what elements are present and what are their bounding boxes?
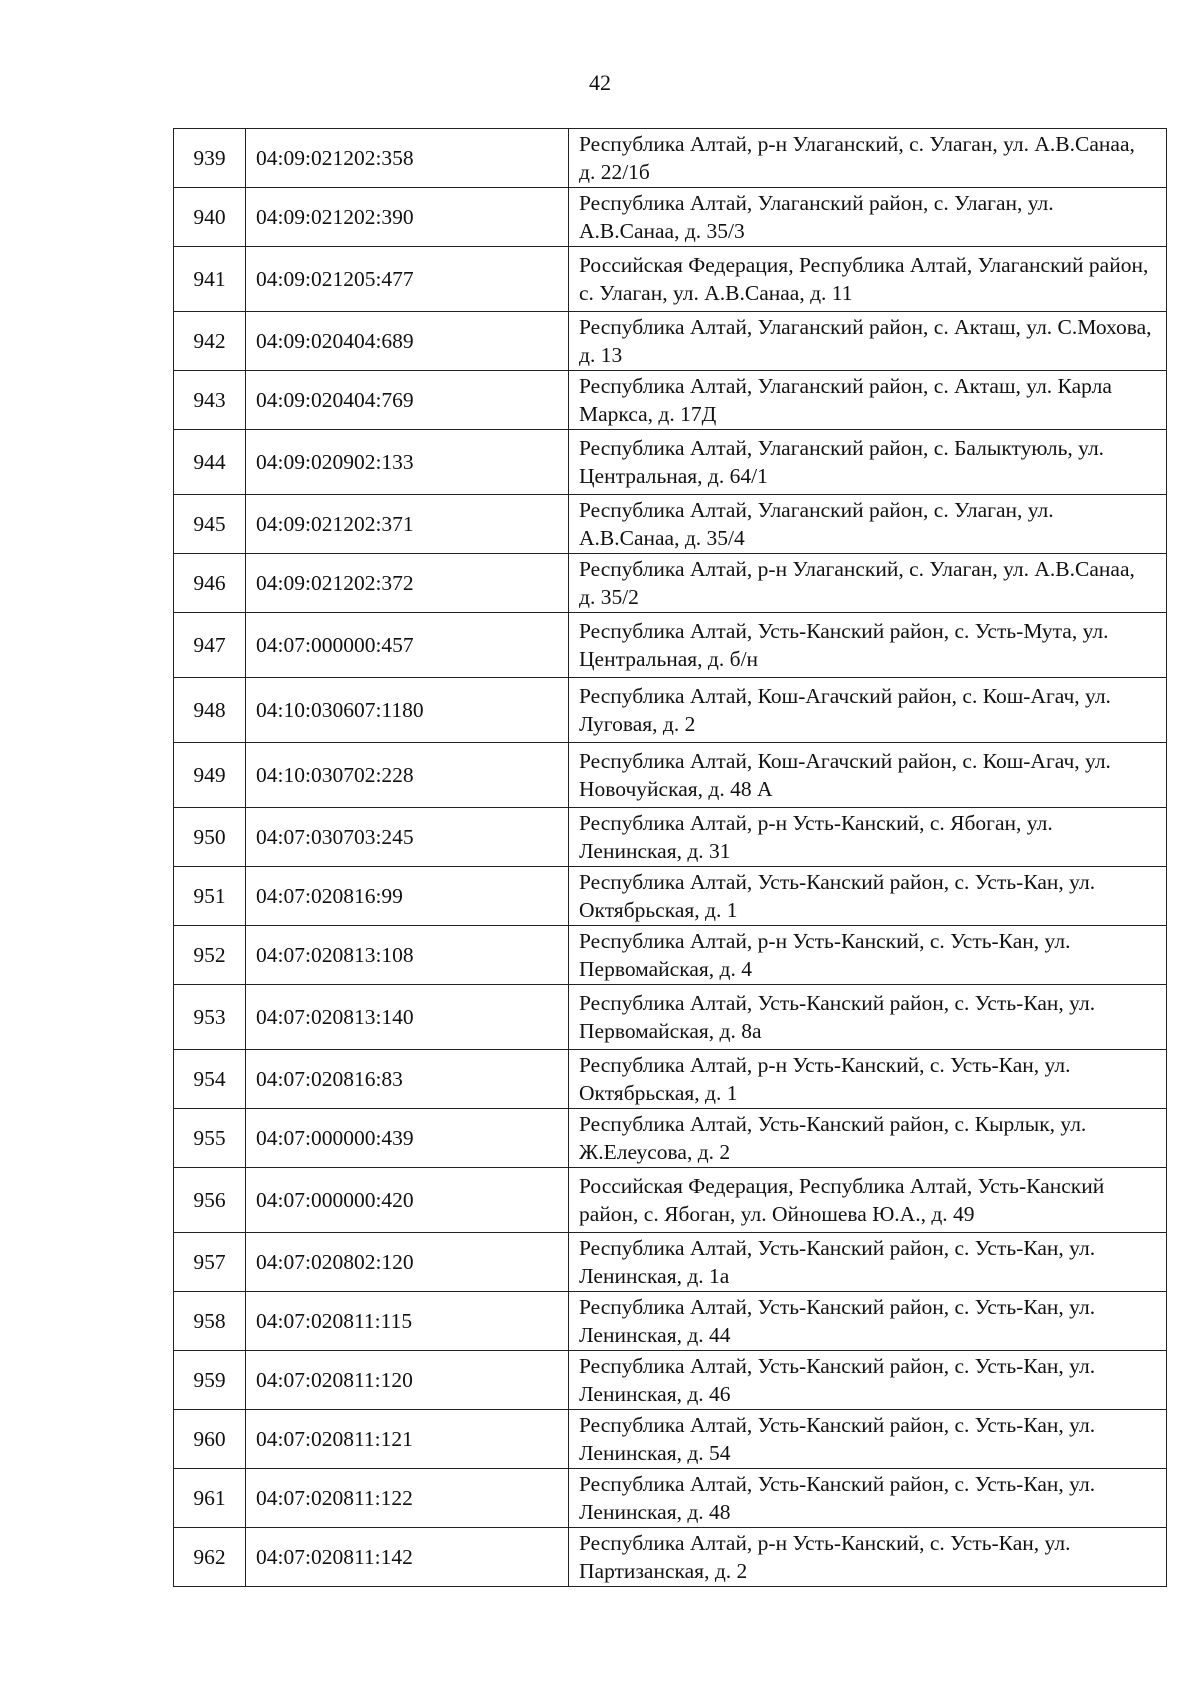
address-cell: Республика Алтай, Улаганский район, с. Акташ, ул. Карла Маркса, д. 17Д xyxy=(569,371,1167,430)
address-cell: Республика Алтай, Усть-Канский район, с. Усть-Кан, ул. Первомайская, д. 8а xyxy=(569,985,1167,1050)
row-number-cell: 958 xyxy=(174,1292,246,1351)
address-cell: Республика Алтай, р-н Усть-Канский, с. Усть-Кан, ул. Первомайская, д. 4 xyxy=(569,926,1167,985)
cadastral-number-cell: 04:07:020811:122 xyxy=(246,1469,569,1528)
table-row xyxy=(174,1292,1167,1351)
cadastral-number-cell: 04:07:020816:83 xyxy=(246,1050,569,1109)
row-number-cell: 939 xyxy=(174,129,246,188)
table-row xyxy=(174,678,1167,743)
cadastral-number-cell: 04:07:020811:115 xyxy=(246,1292,569,1351)
table-row xyxy=(174,188,1167,247)
row-number-cell: 940 xyxy=(174,188,246,247)
cadastral-number-cell: 04:07:020811:121 xyxy=(246,1410,569,1469)
table-row xyxy=(174,1050,1167,1109)
registry-table xyxy=(173,128,1167,1587)
cadastral-number-cell: 04:09:021202:390 xyxy=(246,188,569,247)
row-number-cell: 943 xyxy=(174,371,246,430)
address-cell: Республика Алтай, Улаганский район, с. Улаган, ул. А.В.Санаа, д. 35/3 xyxy=(569,188,1167,247)
row-number-cell: 960 xyxy=(174,1410,246,1469)
row-number-cell: 955 xyxy=(174,1109,246,1168)
address-cell: Республика Алтай, Улаганский район, с. Улаган, ул. А.В.Санаа, д. 35/4 xyxy=(569,495,1167,554)
table-row xyxy=(174,430,1167,495)
address-cell: Республика Алтай, Улаганский район, с. Акташ, ул. С.Мохова, д. 13 xyxy=(569,312,1167,371)
address-cell: Республика Алтай, Кош-Агачский район, с. Кош-Агач, ул. Новочуйская, д. 48 А xyxy=(569,743,1167,808)
cadastral-number-cell: 04:07:020816:99 xyxy=(246,867,569,926)
registry-table-body xyxy=(174,129,1167,1587)
row-number-cell: 962 xyxy=(174,1528,246,1587)
cadastral-number-cell: 04:07:000000:420 xyxy=(246,1168,569,1233)
address-cell: Республика Алтай, Усть-Канский район, с. Усть-Кан, ул. Ленинская, д. 1а xyxy=(569,1233,1167,1292)
address-cell: Республика Алтай, Усть-Канский район, с. Усть-Кан, ул. Ленинская, д. 46 xyxy=(569,1351,1167,1410)
row-number-cell: 953 xyxy=(174,985,246,1050)
cadastral-number-cell: 04:09:021202:372 xyxy=(246,554,569,613)
row-number-cell: 945 xyxy=(174,495,246,554)
table-row xyxy=(174,926,1167,985)
cadastral-number-cell: 04:07:000000:457 xyxy=(246,613,569,678)
row-number-cell: 944 xyxy=(174,430,246,495)
address-cell: Российская Федерация, Республика Алтай, Усть-Канский район, с. Ябоган, ул. Ойношева Ю.А., д. 49 xyxy=(569,1168,1167,1233)
cadastral-number-cell: 04:10:030607:1180 xyxy=(246,678,569,743)
cadastral-number-cell: 04:10:030702:228 xyxy=(246,743,569,808)
row-number-cell: 959 xyxy=(174,1351,246,1410)
address-cell: Республика Алтай, р-н Усть-Канский, с. Ябоган, ул. Ленинская, д. 31 xyxy=(569,808,1167,867)
row-number-cell: 946 xyxy=(174,554,246,613)
address-cell: Республика Алтай, Усть-Канский район, с. Усть-Мута, ул. Центральная, д. б/н xyxy=(569,613,1167,678)
address-cell: Республика Алтай, Усть-Канский район, с. Кырлык, ул. Ж.Елеусова, д. 2 xyxy=(569,1109,1167,1168)
cadastral-number-cell: 04:09:020404:689 xyxy=(246,312,569,371)
row-number-cell: 957 xyxy=(174,1233,246,1292)
cadastral-number-cell: 04:07:000000:439 xyxy=(246,1109,569,1168)
cadastral-number-cell: 04:07:020811:120 xyxy=(246,1351,569,1410)
cadastral-number-cell: 04:09:020404:769 xyxy=(246,371,569,430)
cadastral-number-cell: 04:07:020802:120 xyxy=(246,1233,569,1292)
cadastral-number-cell: 04:07:020813:108 xyxy=(246,926,569,985)
table-row xyxy=(174,312,1167,371)
address-cell: Республика Алтай, Усть-Канский район, с. Усть-Кан, ул. Ленинская, д. 44 xyxy=(569,1292,1167,1351)
row-number-cell: 961 xyxy=(174,1469,246,1528)
address-cell: Республика Алтай, Кош-Агачский район, с. Кош-Агач, ул. Луговая, д. 2 xyxy=(569,678,1167,743)
address-cell: Республика Алтай, Улаганский район, с. Балыктуюль, ул. Центральная, д. 64/1 xyxy=(569,430,1167,495)
cadastral-number-cell: 04:07:020813:140 xyxy=(246,985,569,1050)
address-cell: Республика Алтай, р-н Улаганский, с. Улаган, ул. А.В.Санаа, д. 35/2 xyxy=(569,554,1167,613)
address-cell: Республика Алтай, Усть-Канский район, с. Усть-Кан, ул. Ленинская, д. 48 xyxy=(569,1469,1167,1528)
row-number-cell: 956 xyxy=(174,1168,246,1233)
table-row xyxy=(174,247,1167,312)
table-row xyxy=(174,867,1167,926)
address-cell: Республика Алтай, р-н Улаганский, с. Улаган, ул. А.В.Санаа, д. 22/1б xyxy=(569,129,1167,188)
row-number-cell: 951 xyxy=(174,867,246,926)
table-row xyxy=(174,554,1167,613)
page-number: 42 xyxy=(589,70,611,95)
cadastral-number-cell: 04:09:020902:133 xyxy=(246,430,569,495)
table-row xyxy=(174,1233,1167,1292)
table-row xyxy=(174,1469,1167,1528)
table-row xyxy=(174,1351,1167,1410)
address-cell: Республика Алтай, Усть-Канский район, с. Усть-Кан, ул. Октябрьская, д. 1 xyxy=(569,867,1167,926)
table-row xyxy=(174,1168,1167,1233)
table-row xyxy=(174,1528,1167,1587)
row-number-cell: 952 xyxy=(174,926,246,985)
table-row xyxy=(174,1410,1167,1469)
cadastral-number-cell: 04:09:021202:371 xyxy=(246,495,569,554)
table-row xyxy=(174,129,1167,188)
row-number-cell: 942 xyxy=(174,312,246,371)
address-cell: Республика Алтай, р-н Усть-Канский, с. Усть-Кан, ул. Партизанская, д. 2 xyxy=(569,1528,1167,1587)
table-row xyxy=(174,613,1167,678)
row-number-cell: 949 xyxy=(174,743,246,808)
table-row xyxy=(174,985,1167,1050)
cadastral-number-cell: 04:07:030703:245 xyxy=(246,808,569,867)
table-row xyxy=(174,743,1167,808)
row-number-cell: 954 xyxy=(174,1050,246,1109)
table-row xyxy=(174,371,1167,430)
row-number-cell: 950 xyxy=(174,808,246,867)
address-cell: Республика Алтай, р-н Усть-Канский, с. Усть-Кан, ул. Октябрьская, д. 1 xyxy=(569,1050,1167,1109)
row-number-cell: 941 xyxy=(174,247,246,312)
row-number-cell: 948 xyxy=(174,678,246,743)
cadastral-number-cell: 04:09:021205:477 xyxy=(246,247,569,312)
table-row xyxy=(174,1109,1167,1168)
row-number-cell: 947 xyxy=(174,613,246,678)
cadastral-number-cell: 04:09:021202:358 xyxy=(246,129,569,188)
address-cell: Республика Алтай, Усть-Канский район, с. Усть-Кан, ул. Ленинская, д. 54 xyxy=(569,1410,1167,1469)
table-row xyxy=(174,495,1167,554)
table-row xyxy=(174,808,1167,867)
address-cell: Российская Федерация, Республика Алтай, Улаганский район, с. Улаган, ул. А.В.Санаа, д. 11 xyxy=(569,247,1167,312)
cadastral-number-cell: 04:07:020811:142 xyxy=(246,1528,569,1587)
